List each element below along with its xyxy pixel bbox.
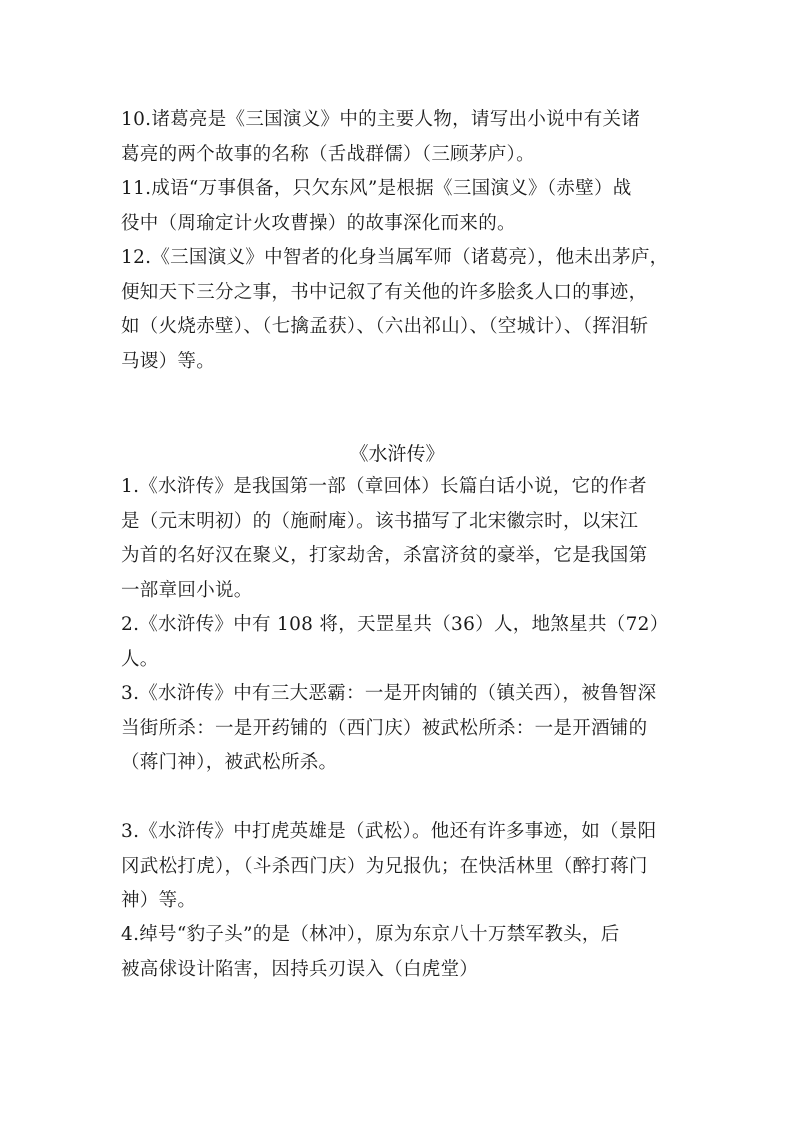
text-line: 当街所杀：一是开药铺的（西门庆）被武松所杀：一是开酒铺的 [121, 717, 648, 739]
text-line: 人。 [121, 648, 159, 670]
text-line: 马谡）等。 [121, 350, 216, 372]
paragraph-shuihu-3b [121, 815, 681, 919]
text-line: 4.绰号“豹子头”的是（林冲），原为东京八十万禁军教头，后 [121, 924, 620, 945]
text-line: 神）等。 [121, 890, 197, 911]
paragraph-shuihu-3a [121, 677, 681, 781]
text-line: 如（火烧赤壁）、（七擒孟获）、（六出祁山）、（空城计）、（挥泪斩 [121, 316, 649, 337]
paragraph-item-12 [121, 241, 681, 379]
text-line: 被高俅设计陷害，因持兵刃误入（白虎堂） [121, 958, 479, 980]
text-line: 12.《三国演义》中智者的化身当属军师（诸葛亮），他未出茅庐， [121, 247, 669, 268]
text-line: 是（元末明初）的（施耐庵）。该书描写了北宋徽宗时，以宋江 [121, 510, 639, 532]
text-line: 便知天下三分之事，书中记叙了有关他的许多脍炙人口的事迹， [121, 281, 648, 303]
section-title: 《水浒传》 [349, 443, 445, 465]
text-line: 11.成语“万事俱备，只欠东风”是根据《三国演义》（赤壁）战 [121, 178, 632, 199]
text-line: （蒋门神），被武松所杀。 [121, 752, 338, 773]
text-line: 10.诸葛亮是《三国演义》中的主要人物，请写出小说中有关诸 [121, 109, 641, 130]
text-line: 3.《水浒传》中打虎英雄是（武松）。他还有许多事迹，如（景阳 [121, 821, 657, 842]
paragraph-shuihu-2 [121, 608, 681, 677]
text-line: 3.《水浒传》中有三大恶霸：一是开肉铺的（镇关西），被鲁智深 [121, 683, 657, 704]
text-line: 一部章回小说。 [121, 579, 253, 601]
paragraph-shuihu-1 [121, 470, 681, 608]
text-line: 2.《水浒传》中有 108 将，天罡星共（36）人，地煞星共（72） [121, 614, 669, 635]
text-line: 冈武松打虎），（斗杀西门庆）为兄报仇；在快活林里（醉打蒋门 [121, 855, 648, 877]
text-line: 1.《水浒传》是我国第一部（章回体）长篇白话小说，它的作者 [121, 476, 647, 497]
paragraph-shuihu-4 [121, 918, 681, 987]
paragraph-item-11 [121, 172, 681, 241]
paragraph-item-10 [121, 103, 681, 172]
text-line: 为首的名好汉在聚义，打家劫舍，杀富济贫的豪举，它是我国第 [121, 545, 648, 566]
text-line: 役中（周瑜定计火攻曹操）的故事深化而来的。 [121, 212, 516, 234]
text-line: 葛亮的两个故事的名称（舌战群儒）（三顾茅庐）。 [121, 143, 535, 165]
